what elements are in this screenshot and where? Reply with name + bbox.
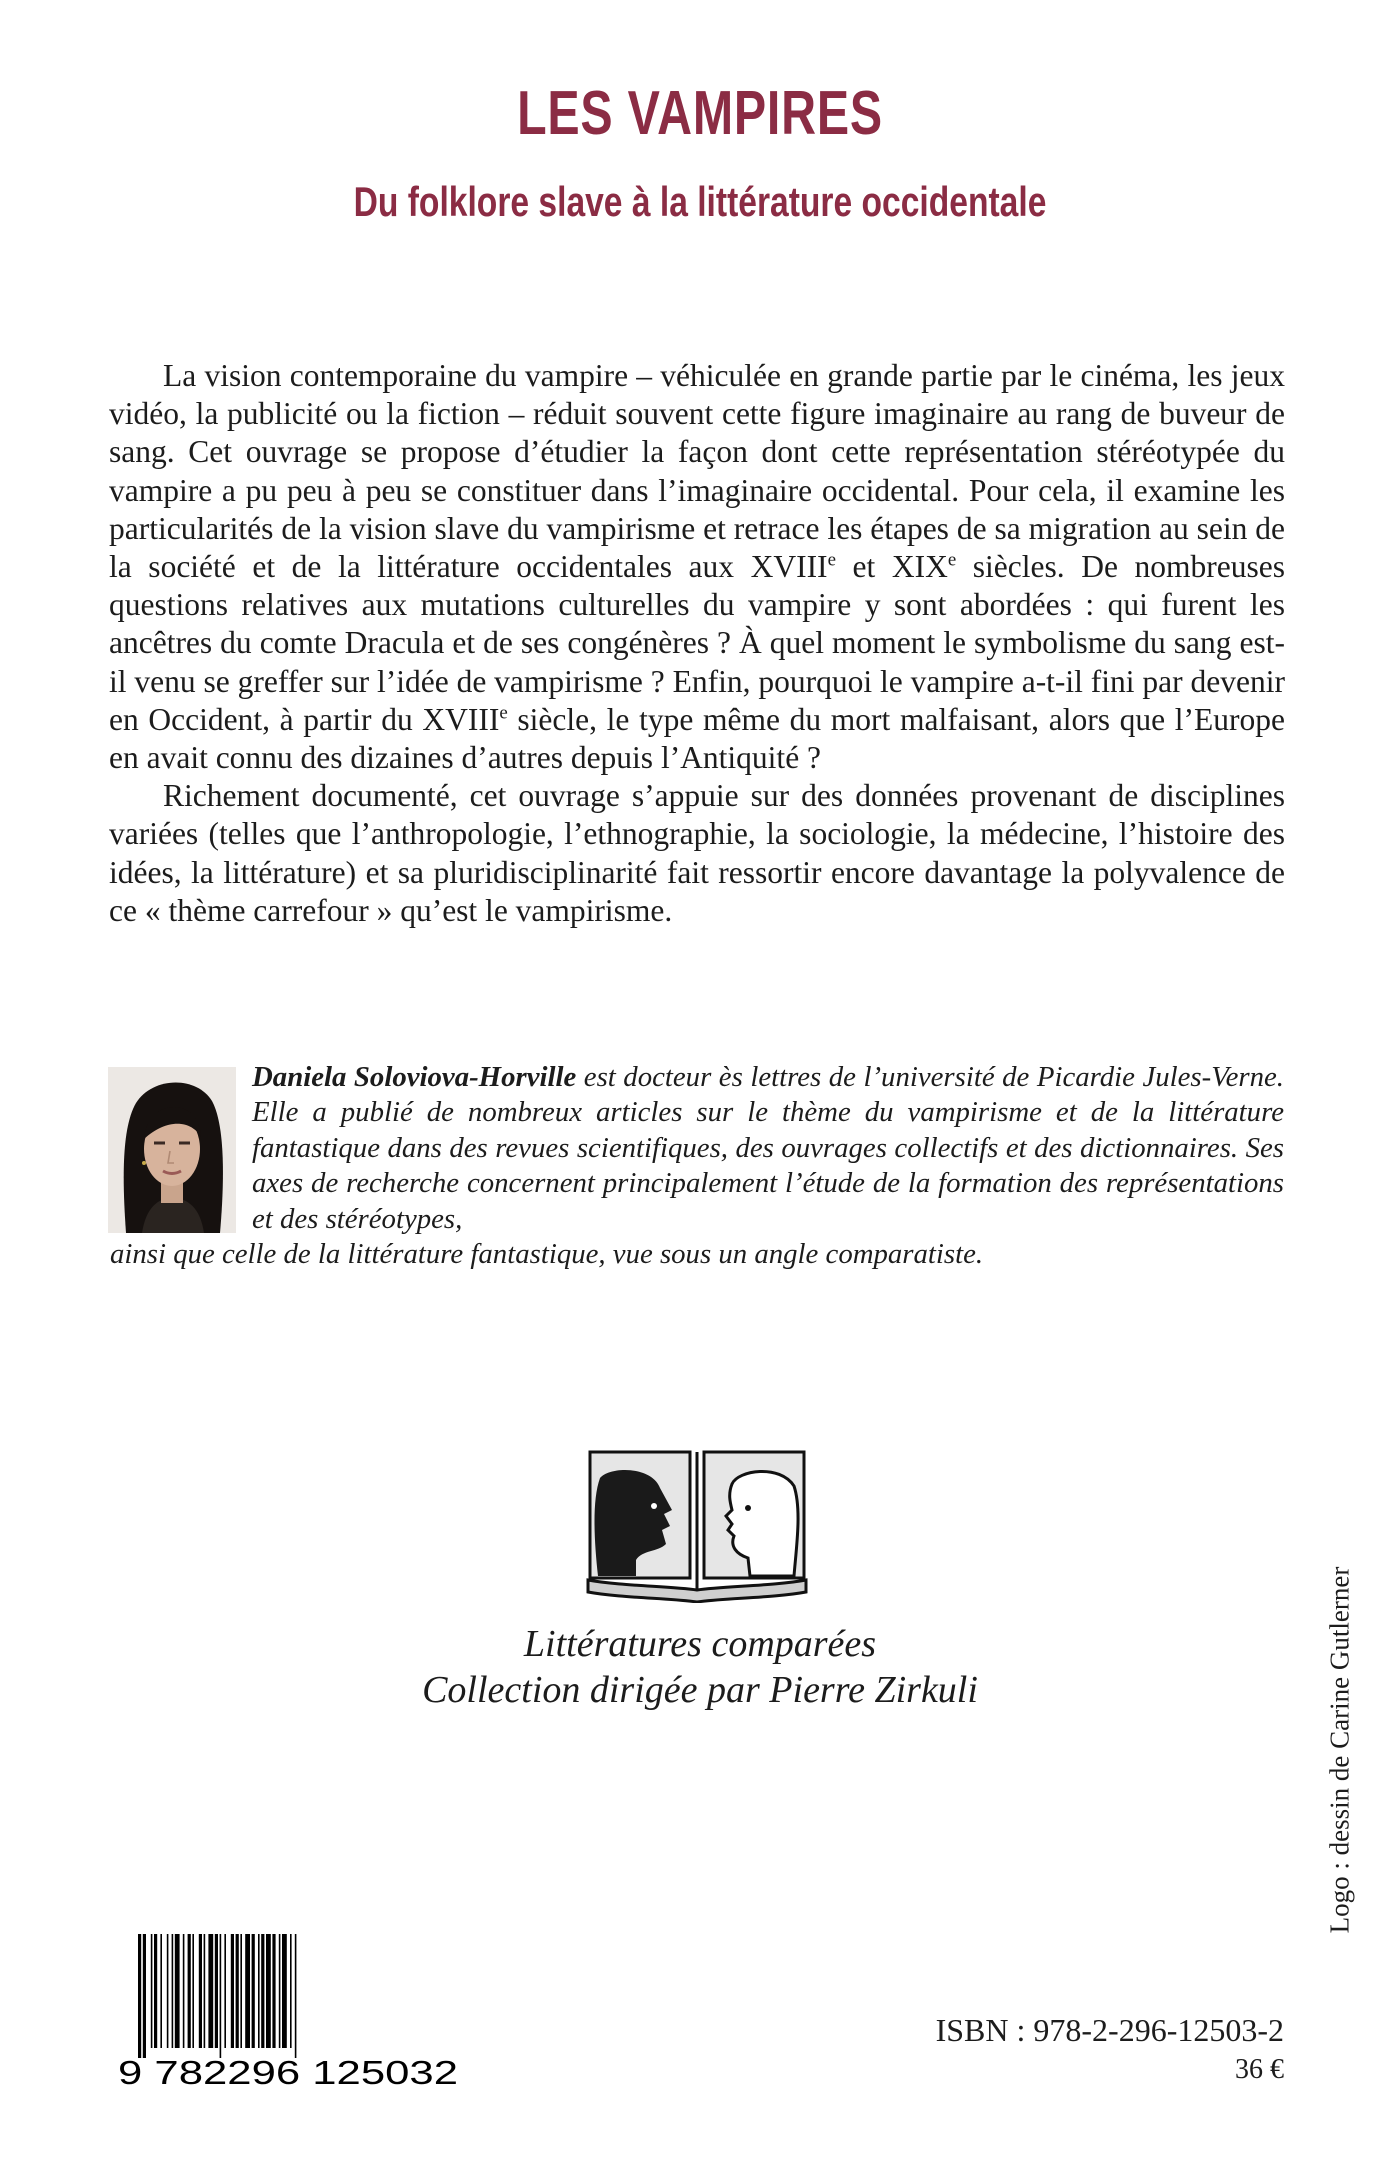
isbn-number: ISBN : 978-2-296-12503-2 bbox=[935, 2012, 1284, 2048]
barcode-bar bbox=[192, 1934, 194, 2048]
summary-paragraph-2: Richement documenté, cet ouvrage s’appuie sur des données provenant de disciplines variées (telles que l’anthropologie, l’ethnographie, la sociologie, la médecine, l’histoire des idées, la littérature) et sa pluridisciplinarité fait ressortir encore davantage la polyvalence de ce « thème carrefour » qu’est le vampirisme. bbox=[109, 778, 1285, 928]
book-subtitle: Du folklore slave à la littérature occidentale bbox=[353, 178, 1047, 225]
barcode-bar bbox=[236, 1934, 239, 2048]
author-bio bbox=[110, 1060, 1284, 1272]
barcode-bar bbox=[188, 1934, 191, 2048]
barcode-bar bbox=[167, 1934, 169, 2048]
barcode-bar bbox=[154, 1934, 157, 2048]
book-summary bbox=[109, 357, 1285, 930]
superscript-e-1: e bbox=[827, 549, 836, 571]
barcode-bars bbox=[138, 1934, 296, 2058]
barcode-bar bbox=[215, 1934, 218, 2048]
barcode-bar bbox=[175, 1934, 180, 2048]
photo-spacer bbox=[110, 1060, 252, 1230]
collection-director: Collection dirigée par Pierre Zirkuli bbox=[422, 1669, 978, 1711]
barcode-bar bbox=[252, 1934, 255, 2048]
summary-text-1d: siècle, le type même du mort malfaisant, alors que l’Europe en avait connu des dizaines d’autres depuis l’Antiquité ? bbox=[109, 701, 1285, 776]
superscript-e-3: e bbox=[499, 702, 508, 724]
barcode-bar bbox=[138, 1934, 141, 2058]
barcode-bar bbox=[151, 1934, 153, 2048]
barcode-bar bbox=[143, 1934, 146, 2058]
barcode-bar bbox=[220, 1934, 222, 2058]
barcode-bar bbox=[208, 1934, 213, 2048]
summary-text-1a: La vision contemporaine du vampire – véhiculée en grande partie par le cinéma, les jeux vidéo, la publicité ou la fiction – réduit souvent cette figure imaginaire au rang de buveur de sang. Cet ouvrage se propose d’étudier la façon dont cette représentation stéréotypée du vampire a pu peu à peu se constituer dans l’imaginaire occidental. Pour cela, il examine les particularités de la vision slave du vampirisme et retrace les étapes de sa migration au sein de la société et de la littérature occidentales aux XVIII bbox=[109, 358, 1285, 585]
barcode-bar bbox=[245, 1934, 250, 2048]
barcode-bar bbox=[172, 1934, 174, 2048]
bio-lead bbox=[252, 1061, 1284, 1235]
open-book-faces-logo bbox=[580, 1440, 815, 1603]
bio-body: est docteur ès lettres de l’université de Picardie Jules-Verne. Elle a publié de nombreux articles sur le thème du vampirisme et de la littérature fantastique dans des revues scientifiques, des ouvrages collectifs et des dictionnaires. Ses axes de recherche concernent principalement l’étude de la formation des représentations et des stéréotypes, bbox=[252, 1061, 1284, 1235]
barcode-bar bbox=[261, 1934, 264, 2048]
barcode-bar bbox=[160, 1934, 162, 2048]
barcode-bar bbox=[282, 1934, 287, 2048]
barcode-bar bbox=[266, 1934, 271, 2048]
barcode-bar bbox=[240, 1934, 242, 2048]
logo-credit: Logo : dessin de Carine Gutlerner bbox=[1324, 1566, 1355, 1934]
barcode-bar bbox=[290, 1934, 292, 2048]
barcode-bar bbox=[295, 1934, 297, 2058]
barcode-digits: 9 782296 125032 bbox=[118, 2054, 458, 2090]
barcode-bar bbox=[272, 1934, 275, 2048]
summary-text-1c: siècles. De nombreuses questions relatives aux mutations culturelles du vampire y sont abordées : qui furent les ancêtres du comte Dracula et de ses congénères ? À quel moment le symbolisme du sang est-il venu se greffer sur l’idée de vampirisme ? Enfin, pourquoi le vampire a-t-il fini par devenir en Occident, à partir du XVIII bbox=[109, 549, 1285, 737]
barcode-bar bbox=[231, 1934, 234, 2048]
bio-last-line: ainsi que celle de la littérature fantastique, vue sous un angle comparatiste. bbox=[110, 1238, 984, 1271]
superscript-e-2: e bbox=[947, 549, 957, 571]
author-name: Daniela Soloviova-Horville bbox=[252, 1061, 577, 1093]
isbn-barcode bbox=[118, 1934, 464, 2090]
summary-text-1b: et XIX bbox=[835, 549, 948, 585]
collection-name: Littératures comparées bbox=[523, 1623, 877, 1665]
summary-paragraph-1 bbox=[109, 357, 1285, 777]
barcode-bar bbox=[199, 1934, 202, 2048]
barcode-bar bbox=[258, 1934, 260, 2048]
barcode-bar bbox=[224, 1934, 226, 2048]
barcode-bar bbox=[183, 1934, 185, 2048]
barcode-bar bbox=[204, 1934, 206, 2048]
price: 36 € bbox=[1235, 2054, 1284, 2085]
book-title: LES VAMPIRES bbox=[517, 79, 883, 148]
barcode-bar bbox=[279, 1934, 281, 2048]
